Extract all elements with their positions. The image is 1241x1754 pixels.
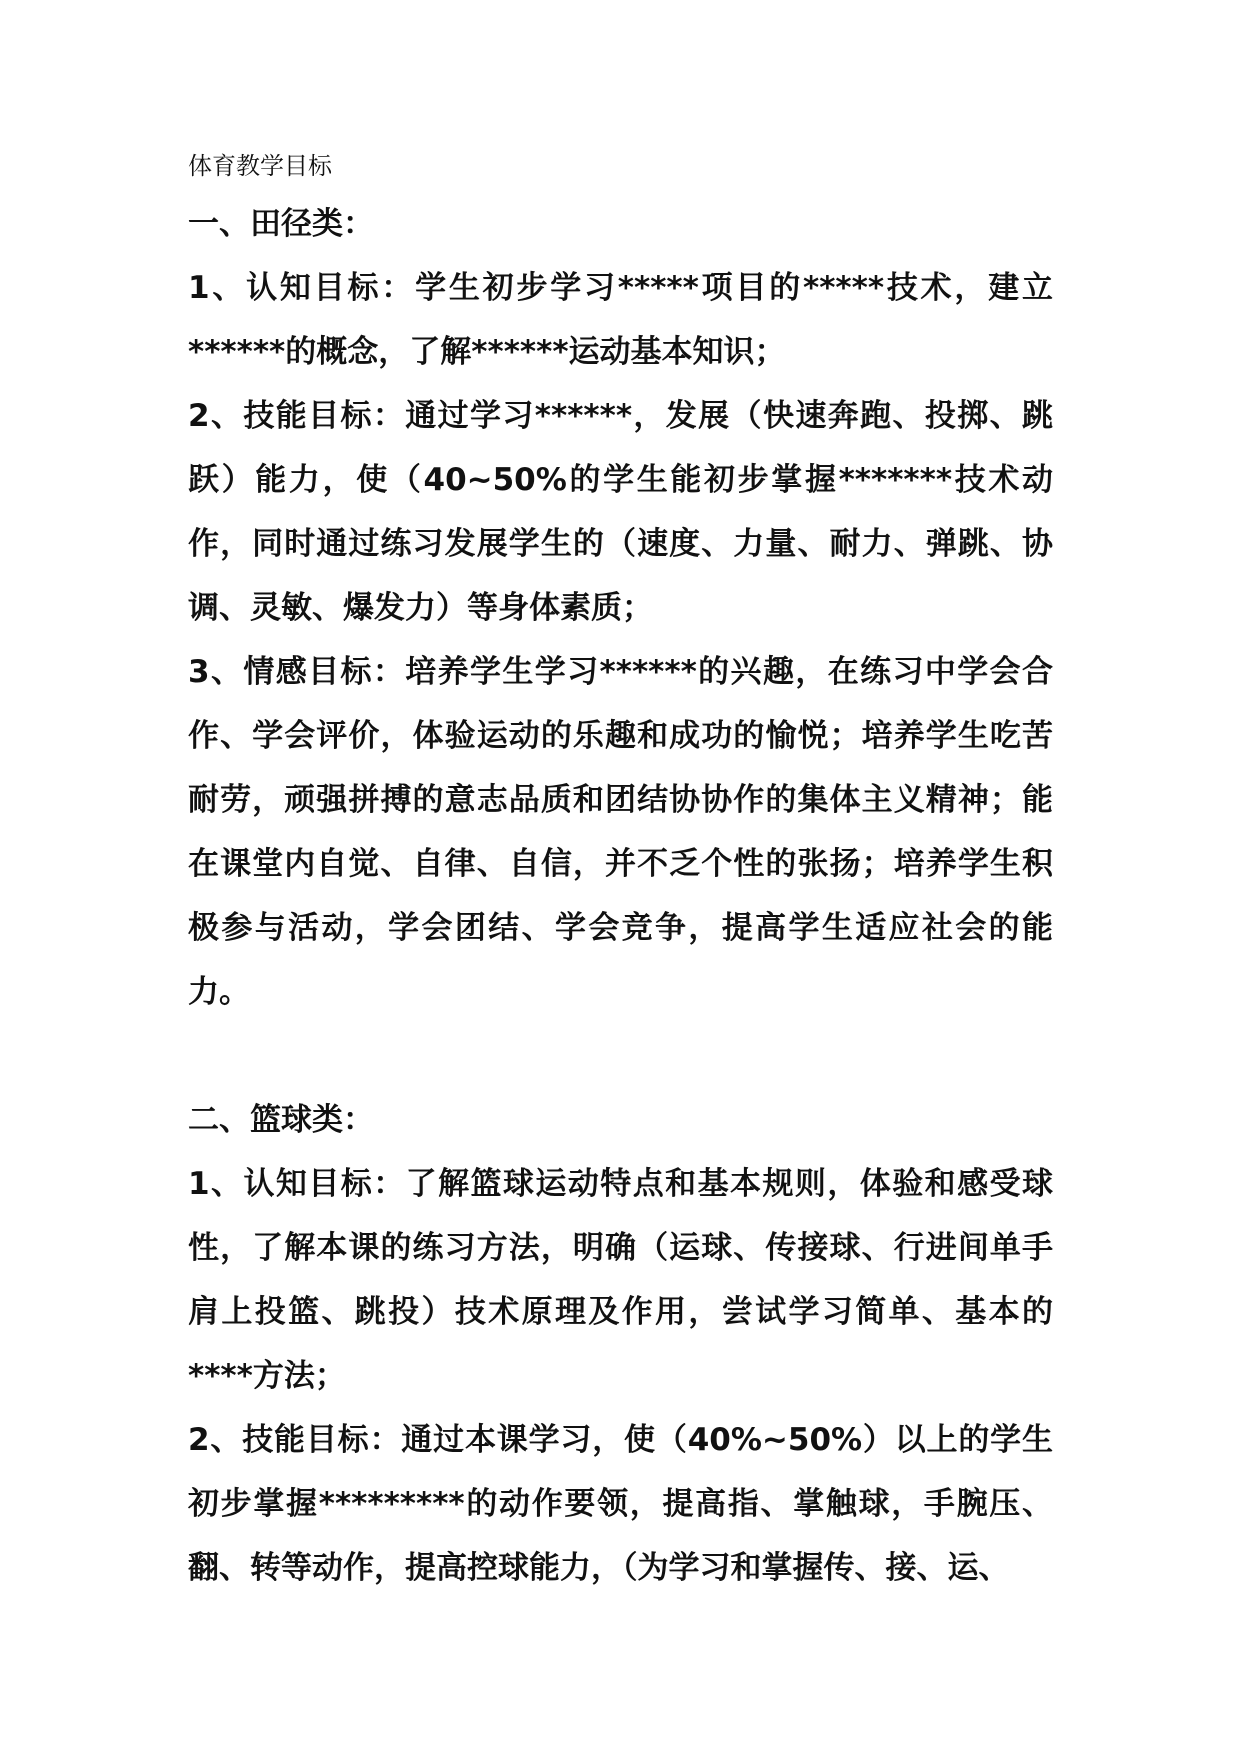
section-track-and-field [188,192,1053,1024]
emotional-goal-paragraph: 3、情感目标：培养学生学习******的兴趣，在练习中学会合作、学会评价，体验运动的乐趣和成功的愉悦；培养学生吃苦耐劳，顽强拼搏的意志品质和团结协协作的集体主义精神；能在课堂内自觉、自律、自信，并不乏个性的张扬；培养学生积极参与活动，学会团结、学会竞争，提高学生适应社会的能力。 [188,654,1053,1010]
section-heading: 一、田径类： [188,206,374,242]
skill-goal-paragraph: 2、技能目标：通过学习******，发展（快速奔跑、投掷、跳跃）能力，使（40~50%的学生能初步掌握*******技术动作，同时通过练习发展学生的（速度、力量、耐力、弹跳、协调、灵敏、爆发力）等身体素质； [188,398,1053,626]
section-basketball [188,1088,1053,1600]
section-heading: 二、篮球类： [188,1102,374,1138]
skill-goal-paragraph: 2、技能目标：通过本课学习，使（40%~50%）以上的学生初步掌握*********的动作要领，提高指、掌触球，手腕压、翻、转等动作，提高控球能力，（为学习和掌握传、接、运、 [188,1422,1053,1586]
document-body [188,140,1053,1600]
cognitive-goal-paragraph: 1、认知目标：学生初步学习*****项目的*****技术，建立******的概念，了解******运动基本知识； [188,270,1053,370]
section-spacer [188,1024,1053,1088]
cognitive-goal-paragraph: 1、认知目标：了解篮球运动特点和基本规则，体验和感受球性，了解本课的练习方法，明确（运球、传接球、行进间单手肩上投篮、跳投）技术原理及作用，尝试学习简单、基本的****方法； [188,1166,1053,1394]
document-title: 体育教学目标 [188,152,332,180]
